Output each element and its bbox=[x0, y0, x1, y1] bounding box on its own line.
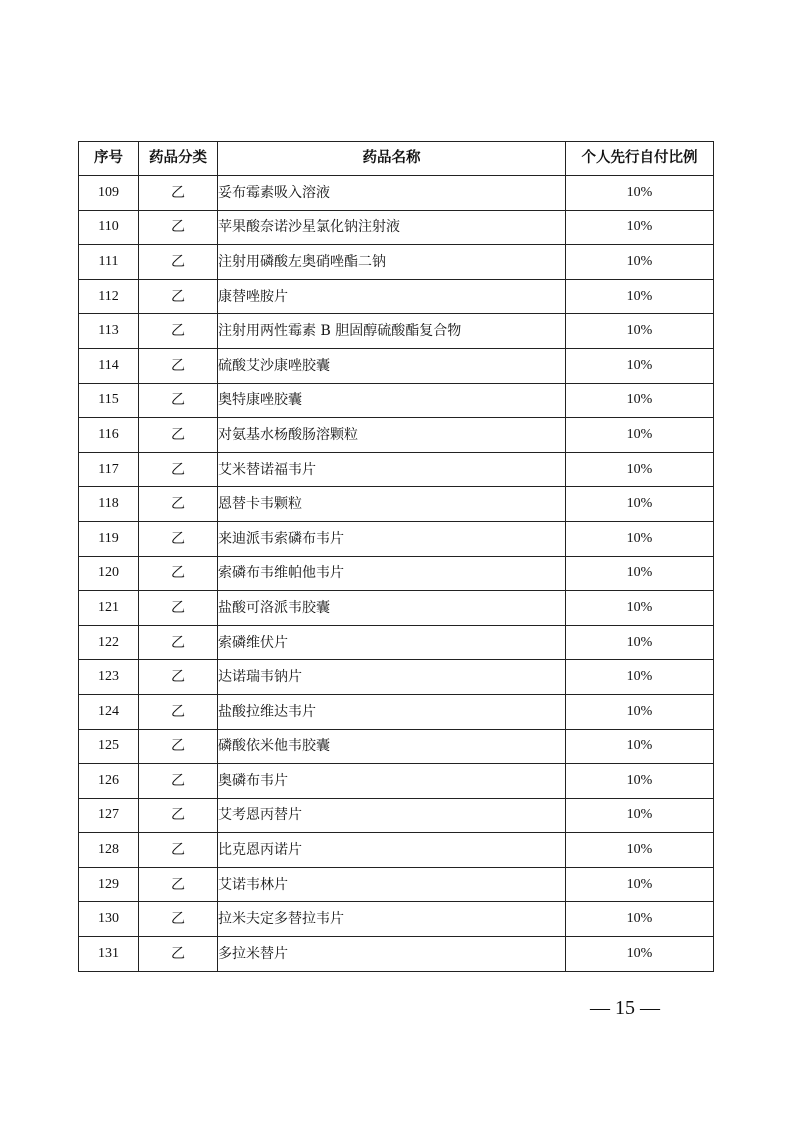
row-self-pay-ratio: 10% bbox=[566, 591, 714, 626]
row-drug-name: 比克恩丙诺片 bbox=[218, 833, 566, 868]
row-self-pay-ratio: 10% bbox=[566, 176, 714, 211]
row-drug-name: 艾诺韦林片 bbox=[218, 867, 566, 902]
row-drug-name: 恩替卡韦颗粒 bbox=[218, 487, 566, 522]
row-serial-number: 131 bbox=[79, 937, 139, 972]
row-serial-number: 111 bbox=[79, 245, 139, 280]
table-row bbox=[79, 591, 714, 626]
table-header-row bbox=[79, 142, 714, 176]
row-self-pay-ratio: 10% bbox=[566, 625, 714, 660]
page-number: — 15 — bbox=[590, 997, 660, 1019]
row-drug-name: 奥特康唑胶囊 bbox=[218, 383, 566, 418]
row-drug-category: 乙 bbox=[139, 937, 218, 972]
row-drug-name: 达诺瑞韦钠片 bbox=[218, 660, 566, 695]
row-drug-category: 乙 bbox=[139, 694, 218, 729]
row-serial-number: 110 bbox=[79, 210, 139, 245]
row-serial-number: 116 bbox=[79, 418, 139, 453]
table-row bbox=[79, 556, 714, 591]
drug-table bbox=[78, 141, 714, 972]
table-row bbox=[79, 798, 714, 833]
row-drug-name: 妥布霉素吸入溶液 bbox=[218, 176, 566, 211]
row-serial-number: 124 bbox=[79, 694, 139, 729]
table-row bbox=[79, 867, 714, 902]
row-self-pay-ratio: 10% bbox=[566, 867, 714, 902]
row-serial-number: 113 bbox=[79, 314, 139, 349]
table-row bbox=[79, 833, 714, 868]
row-drug-name: 艾米替诺福韦片 bbox=[218, 452, 566, 487]
table-row bbox=[79, 487, 714, 522]
row-serial-number: 115 bbox=[79, 383, 139, 418]
table-row bbox=[79, 383, 714, 418]
row-drug-category: 乙 bbox=[139, 798, 218, 833]
row-self-pay-ratio: 10% bbox=[566, 660, 714, 695]
row-drug-name: 磷酸依米他韦胶囊 bbox=[218, 729, 566, 764]
table-row bbox=[79, 902, 714, 937]
row-drug-name: 多拉米替片 bbox=[218, 937, 566, 972]
row-drug-name: 对氨基水杨酸肠溶颗粒 bbox=[218, 418, 566, 453]
row-serial-number: 112 bbox=[79, 279, 139, 314]
table-row bbox=[79, 937, 714, 972]
row-self-pay-ratio: 10% bbox=[566, 383, 714, 418]
row-self-pay-ratio: 10% bbox=[566, 487, 714, 522]
row-drug-name: 注射用磷酸左奥硝唑酯二钠 bbox=[218, 245, 566, 280]
row-drug-name: 拉米夫定多替拉韦片 bbox=[218, 902, 566, 937]
row-drug-category: 乙 bbox=[139, 833, 218, 868]
row-self-pay-ratio: 10% bbox=[566, 764, 714, 799]
row-serial-number: 126 bbox=[79, 764, 139, 799]
table-row bbox=[79, 245, 714, 280]
table-row bbox=[79, 348, 714, 383]
row-drug-category: 乙 bbox=[139, 591, 218, 626]
row-self-pay-ratio: 10% bbox=[566, 452, 714, 487]
row-serial-number: 120 bbox=[79, 556, 139, 591]
row-self-pay-ratio: 10% bbox=[566, 521, 714, 556]
row-drug-category: 乙 bbox=[139, 210, 218, 245]
header-self-pay-ratio: 个人先行自付比例 bbox=[566, 142, 714, 176]
row-drug-category: 乙 bbox=[139, 418, 218, 453]
row-drug-name: 索磷布韦维帕他韦片 bbox=[218, 556, 566, 591]
row-drug-category: 乙 bbox=[139, 383, 218, 418]
row-drug-category: 乙 bbox=[139, 556, 218, 591]
table-row bbox=[79, 764, 714, 799]
row-drug-category: 乙 bbox=[139, 729, 218, 764]
row-drug-name: 注射用两性霉素 B 胆固醇硫酸酯复合物 bbox=[218, 314, 566, 349]
table-row bbox=[79, 452, 714, 487]
table-row bbox=[79, 176, 714, 211]
row-drug-category: 乙 bbox=[139, 867, 218, 902]
table-row bbox=[79, 210, 714, 245]
row-drug-category: 乙 bbox=[139, 314, 218, 349]
row-drug-category: 乙 bbox=[139, 487, 218, 522]
row-serial-number: 128 bbox=[79, 833, 139, 868]
row-drug-name: 奥磷布韦片 bbox=[218, 764, 566, 799]
table-row bbox=[79, 625, 714, 660]
table-row bbox=[79, 418, 714, 453]
row-self-pay-ratio: 10% bbox=[566, 556, 714, 591]
row-drug-category: 乙 bbox=[139, 660, 218, 695]
table-row bbox=[79, 279, 714, 314]
header-drug-name: 药品名称 bbox=[218, 142, 566, 176]
header-serial-number: 序号 bbox=[79, 142, 139, 176]
row-drug-name: 盐酸可洛派韦胶囊 bbox=[218, 591, 566, 626]
row-drug-category: 乙 bbox=[139, 521, 218, 556]
row-serial-number: 125 bbox=[79, 729, 139, 764]
row-serial-number: 129 bbox=[79, 867, 139, 902]
row-serial-number: 127 bbox=[79, 798, 139, 833]
row-drug-category: 乙 bbox=[139, 625, 218, 660]
row-drug-name: 艾考恩丙替片 bbox=[218, 798, 566, 833]
row-drug-name: 硫酸艾沙康唑胶囊 bbox=[218, 348, 566, 383]
row-self-pay-ratio: 10% bbox=[566, 902, 714, 937]
row-self-pay-ratio: 10% bbox=[566, 348, 714, 383]
row-drug-name: 索磷维伏片 bbox=[218, 625, 566, 660]
row-self-pay-ratio: 10% bbox=[566, 314, 714, 349]
row-drug-category: 乙 bbox=[139, 902, 218, 937]
row-serial-number: 122 bbox=[79, 625, 139, 660]
row-serial-number: 123 bbox=[79, 660, 139, 695]
table-row bbox=[79, 660, 714, 695]
row-serial-number: 121 bbox=[79, 591, 139, 626]
table-row bbox=[79, 314, 714, 349]
row-drug-category: 乙 bbox=[139, 279, 218, 314]
row-self-pay-ratio: 10% bbox=[566, 418, 714, 453]
row-serial-number: 118 bbox=[79, 487, 139, 522]
row-drug-category: 乙 bbox=[139, 176, 218, 211]
row-drug-name: 盐酸拉维达韦片 bbox=[218, 694, 566, 729]
row-drug-name: 苹果酸奈诺沙星氯化钠注射液 bbox=[218, 210, 566, 245]
row-drug-category: 乙 bbox=[139, 245, 218, 280]
row-drug-category: 乙 bbox=[139, 452, 218, 487]
row-self-pay-ratio: 10% bbox=[566, 937, 714, 972]
row-self-pay-ratio: 10% bbox=[566, 729, 714, 764]
row-serial-number: 130 bbox=[79, 902, 139, 937]
row-drug-category: 乙 bbox=[139, 764, 218, 799]
row-serial-number: 119 bbox=[79, 521, 139, 556]
row-serial-number: 109 bbox=[79, 176, 139, 211]
table-row bbox=[79, 729, 714, 764]
row-self-pay-ratio: 10% bbox=[566, 210, 714, 245]
header-drug-category: 药品分类 bbox=[139, 142, 218, 176]
row-drug-name: 康替唑胺片 bbox=[218, 279, 566, 314]
row-self-pay-ratio: 10% bbox=[566, 279, 714, 314]
table-row bbox=[79, 694, 714, 729]
row-self-pay-ratio: 10% bbox=[566, 833, 714, 868]
row-self-pay-ratio: 10% bbox=[566, 694, 714, 729]
row-self-pay-ratio: 10% bbox=[566, 245, 714, 280]
row-drug-name: 来迪派韦索磷布韦片 bbox=[218, 521, 566, 556]
table-row bbox=[79, 521, 714, 556]
row-drug-category: 乙 bbox=[139, 348, 218, 383]
row-self-pay-ratio: 10% bbox=[566, 798, 714, 833]
row-serial-number: 117 bbox=[79, 452, 139, 487]
table-body bbox=[79, 176, 714, 972]
row-serial-number: 114 bbox=[79, 348, 139, 383]
